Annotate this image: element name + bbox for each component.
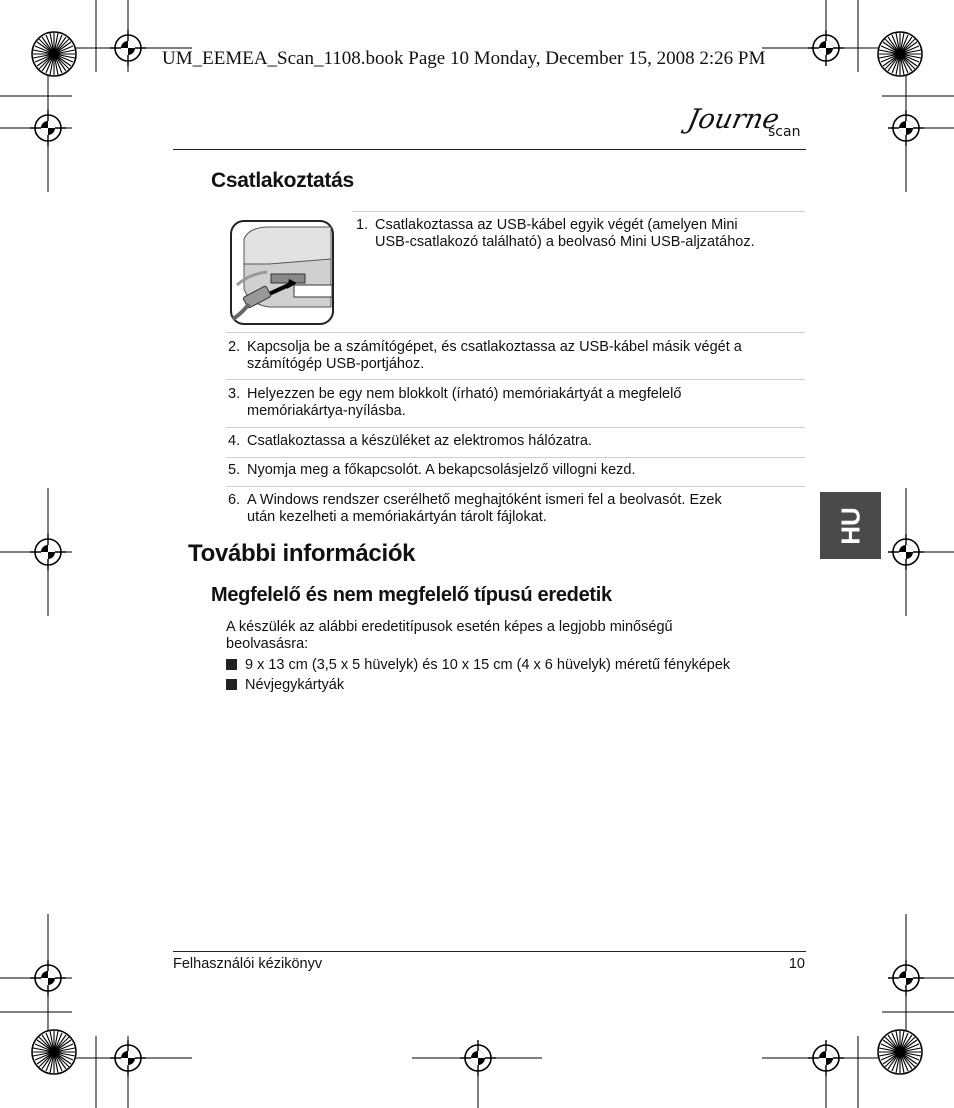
step-text-line: USB-csatlakozó található) a beolvasó Mini USB-aljzatához. xyxy=(375,234,755,250)
step-divider xyxy=(352,211,805,212)
step-text-line: Csatlakoztassa a készüléket az elektromos hálózatra. xyxy=(247,433,592,449)
step-number: 2. xyxy=(228,339,241,355)
footer-rule xyxy=(173,951,806,952)
step-text-line: Helyezzen be egy nem blokkolt (írható) memóriakártyát a megfelelő xyxy=(247,386,682,402)
list-item xyxy=(226,657,806,674)
usb-connection-illustration xyxy=(229,219,335,326)
step-divider xyxy=(226,332,805,333)
step-divider xyxy=(226,427,805,428)
step-1 xyxy=(356,217,806,257)
language-tab-label: HU xyxy=(835,506,865,545)
section-title-connect: Csatlakoztatás xyxy=(211,169,354,192)
step-number: 1. xyxy=(356,217,369,233)
print-header: UM_EEMEA_Scan_1108.book Page 10 Monday, December 15, 2008 2:26 PM xyxy=(162,48,766,69)
step-text-line: memóriakártya-nyílásba. xyxy=(247,403,406,419)
step-text-line: Nyomja meg a főkapcsolót. A bekapcsolásjelző villogni kezd. xyxy=(247,462,636,478)
section-title-more-info: További információk xyxy=(188,540,416,567)
header-rule xyxy=(173,149,806,150)
brand-logo xyxy=(684,104,808,150)
intro-line: A készülék az alábbi eredetitípusok esetén képes a legjobb minőségű xyxy=(226,619,673,635)
bullet-square-icon xyxy=(226,659,237,670)
intro-line: beolvasásra: xyxy=(226,636,309,652)
step-number: 6. xyxy=(228,492,241,508)
list-item-text: Névjegykártyák xyxy=(245,677,345,693)
step-number: 5. xyxy=(228,462,241,478)
step-text-line: Kapcsolja be a számítógépet, és csatlakoztassa az USB-kábel másik végét a xyxy=(247,339,742,355)
subsection-title-originals: Megfelelő és nem megfelelő típusú eredetik xyxy=(211,584,612,606)
language-tab xyxy=(820,492,881,559)
page-number: 10 xyxy=(788,956,805,972)
brand-logo-word: scan xyxy=(768,124,801,140)
step-divider xyxy=(226,379,805,380)
step-divider xyxy=(226,486,805,487)
step-text-line: A Windows rendszer cserélhető meghajtóként ismeri fel a beolvasót. Ezek xyxy=(247,492,722,508)
step-text-line: után kezelheti a memóriakártyán tárolt fájlokat. xyxy=(247,509,547,525)
brand-logo-script: Journe xyxy=(684,104,783,135)
intro-paragraph xyxy=(226,619,806,653)
step-text-line: számítógép USB-portjához. xyxy=(247,356,425,372)
list-item xyxy=(226,677,806,694)
step-number: 4. xyxy=(228,433,241,449)
bullet-square-icon xyxy=(226,679,237,690)
list-item-text: 9 x 13 cm (3,5 x 5 hüvelyk) és 10 x 15 cm (4 x 6 hüvelyk) méretű fényképek xyxy=(245,657,731,673)
step-text-line: Csatlakoztassa az USB-kábel egyik végét (amelyen Mini xyxy=(375,217,738,233)
footer-title: Felhasználói kézikönyv xyxy=(173,956,323,972)
step-number: 3. xyxy=(228,386,241,402)
step-divider xyxy=(226,457,805,458)
